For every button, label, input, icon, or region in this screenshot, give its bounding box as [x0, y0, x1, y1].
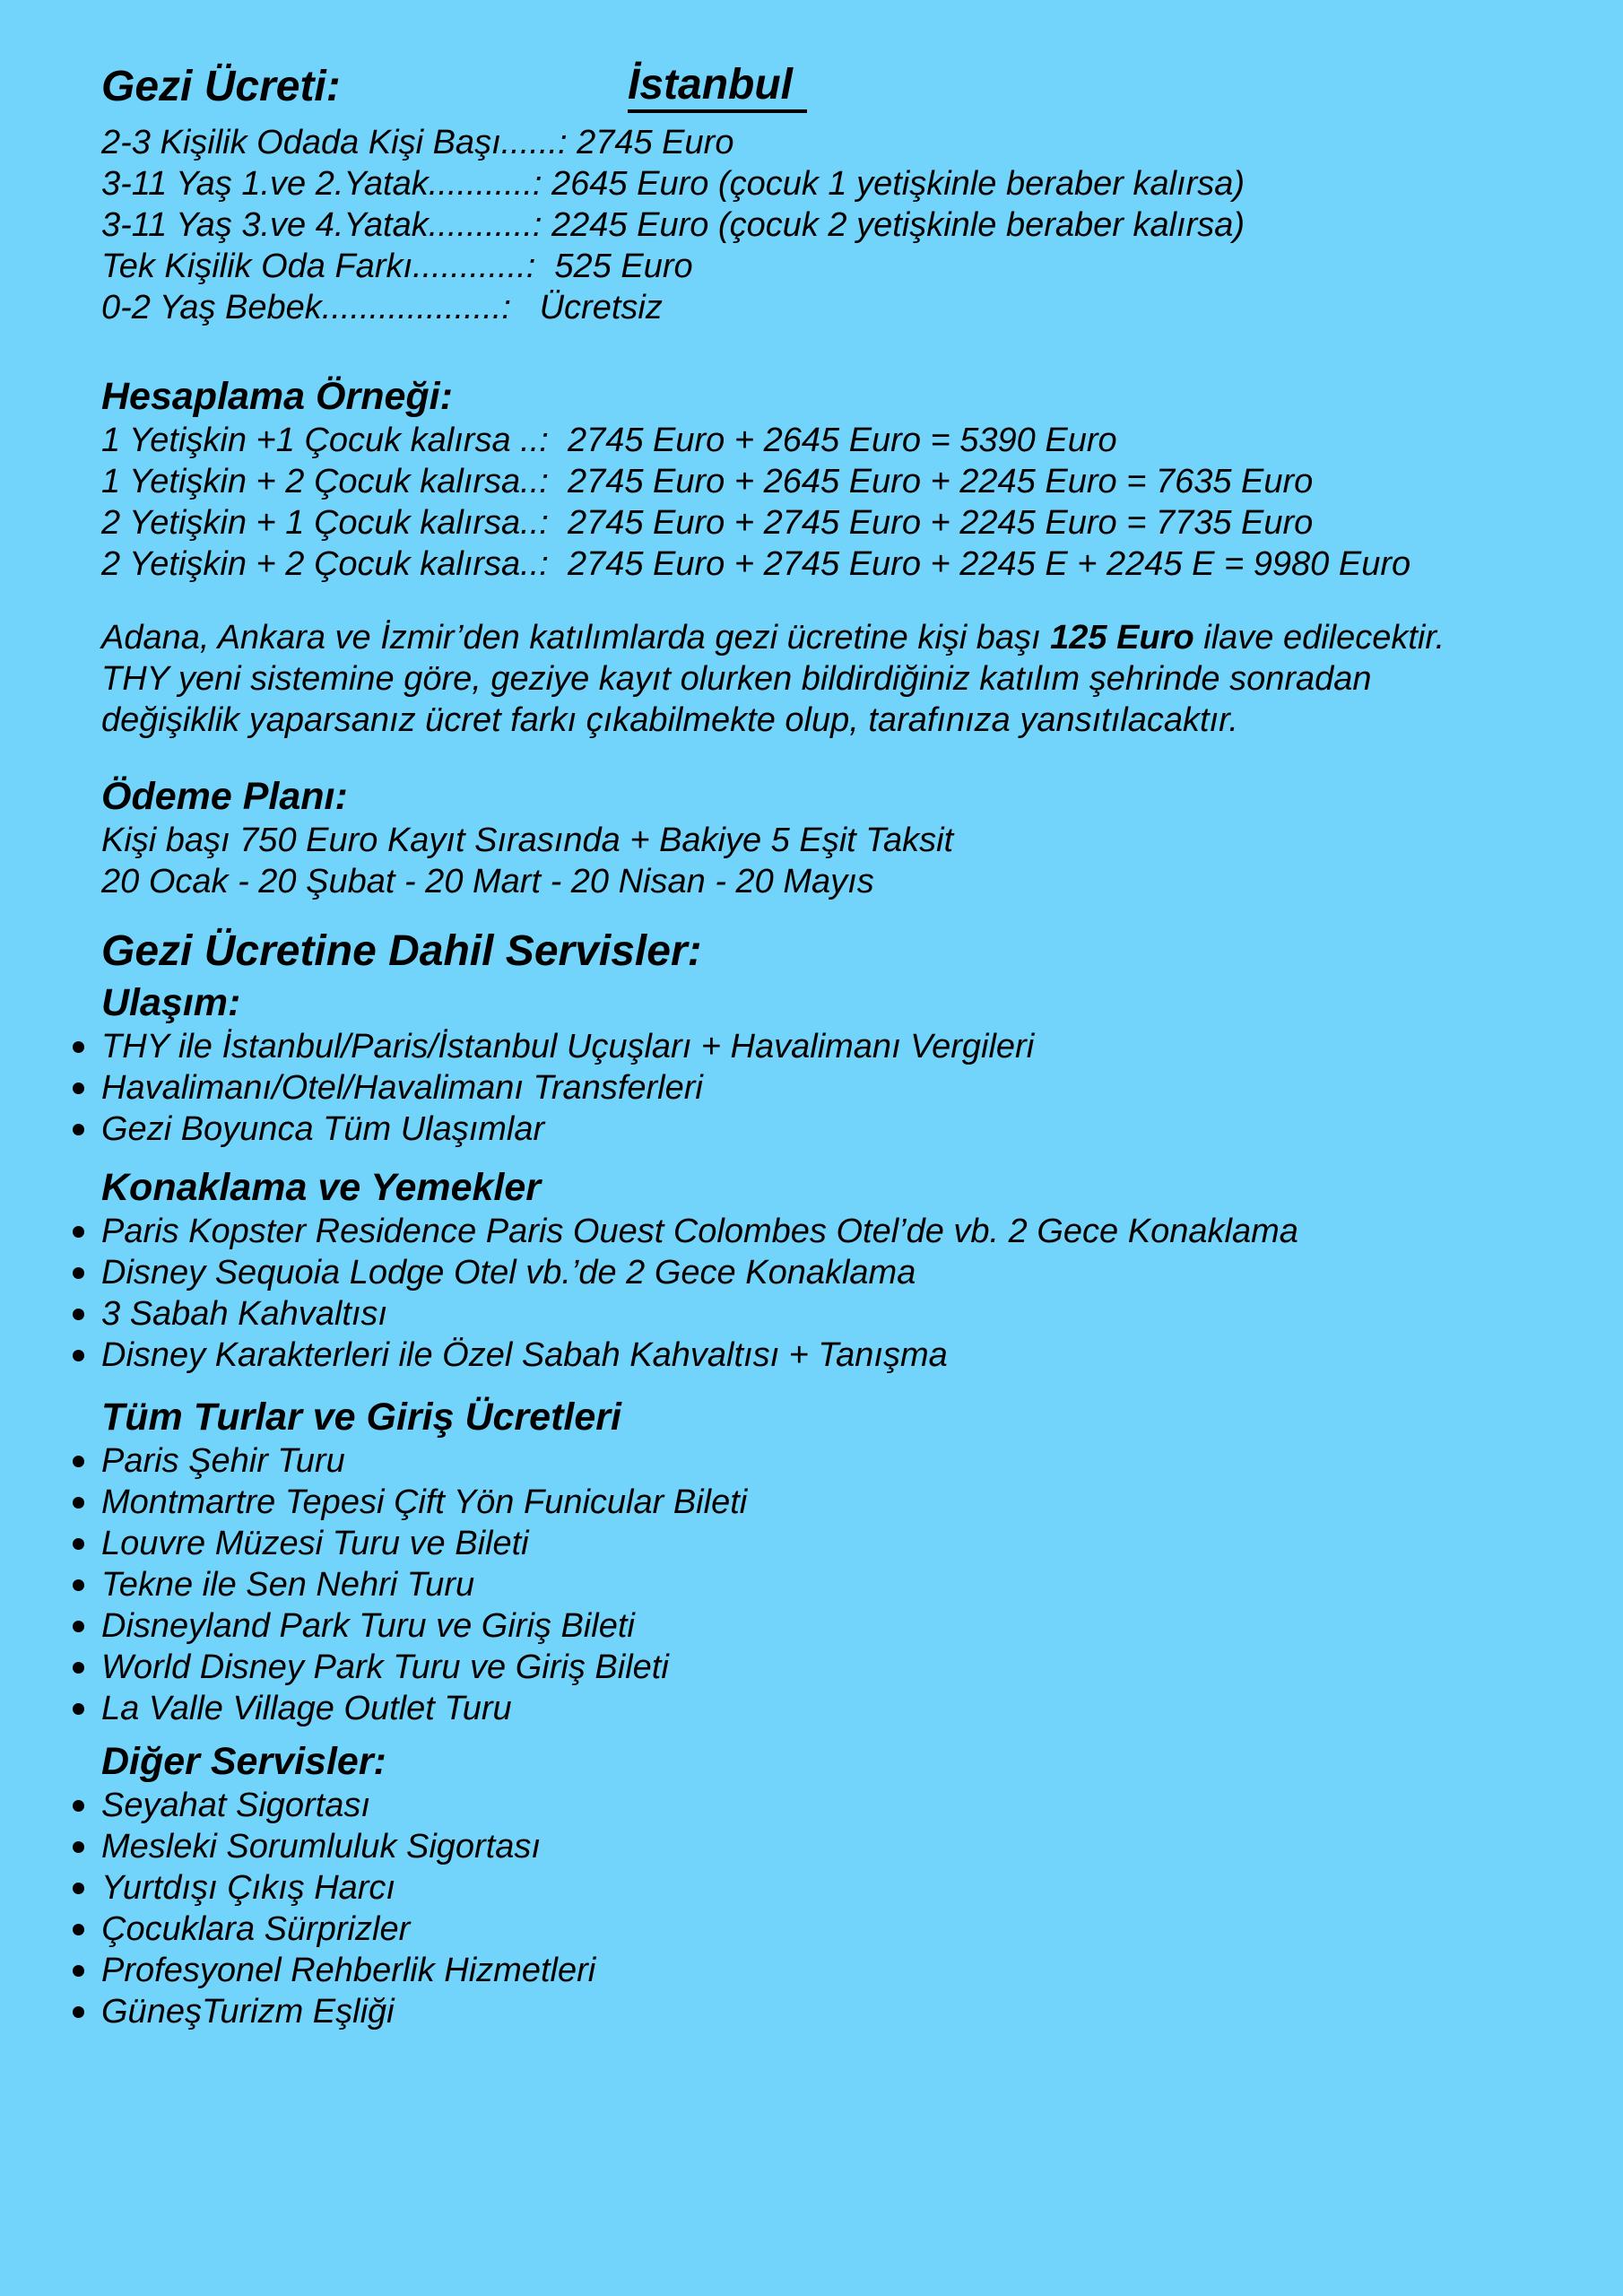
- service-group-other: [101, 1738, 1587, 2032]
- service-item: [101, 1564, 1587, 1605]
- service-item: [101, 1909, 1587, 1950]
- service-group-transport: [101, 979, 1587, 1150]
- note-text: ilave edilecektir.: [1193, 619, 1445, 657]
- service-item-label: Seyahat Sigortası: [101, 1787, 370, 1824]
- service-item-label: Disney Sequoia Lodge Otel vb.’de 2 Gece Konaklama: [101, 1254, 916, 1292]
- service-item-label: Havalimanı/Otel/Havalimanı Transferleri: [101, 1069, 703, 1107]
- service-item-label: Çocuklara Sürprizler: [101, 1910, 411, 1948]
- service-list: [101, 1785, 1587, 2032]
- price-row: [101, 204, 1587, 246]
- service-item-label: Montmartre Tepesi Çift Yön Funicular Bileti: [101, 1483, 748, 1521]
- service-list: [101, 1026, 1587, 1150]
- service-item-label: Disney Karakterleri ile Özel Sabah Kahvaltısı + Tanışma: [101, 1336, 948, 1374]
- service-item: [101, 1067, 1587, 1109]
- calculation-row-value: 2745 Euro + 2745 Euro + 2245 Euro = 7735 Euro: [548, 504, 1314, 542]
- service-list: [101, 1211, 1587, 1376]
- calculation-row: [101, 502, 1587, 544]
- pricing-title-row: [101, 61, 1587, 113]
- note-line-1: [101, 617, 1587, 658]
- bullet-icon: [73, 1041, 84, 1053]
- price-row-label: 2-3 Kişilik Odada Kişi Başı......:: [101, 124, 568, 161]
- service-item-label: Yurtdışı Çıkış Harcı: [101, 1869, 395, 1907]
- calculation-row-value: 2745 Euro + 2645 Euro = 5390 Euro: [548, 422, 1117, 459]
- price-row-value: 525 Euro: [535, 248, 693, 285]
- service-item-label: Gezi Boyunca Tüm Ulaşımlar: [101, 1110, 545, 1148]
- service-item-label: Louvre Müzesi Turu ve Bileti: [101, 1525, 529, 1562]
- bullet-icon: [73, 1226, 84, 1238]
- price-row: [101, 287, 1587, 328]
- service-group-heading: Tüm Turlar ve Giriş Ücretleri: [101, 1396, 621, 1439]
- price-row-value: Ücretsiz: [510, 289, 663, 326]
- calculation-row-label: 2 Yetişkin + 1 Çocuk kalırsa..:: [101, 504, 549, 542]
- service-item: [101, 1252, 1587, 1293]
- calculation-row: [101, 544, 1587, 585]
- included-services-section: [101, 926, 1587, 2032]
- bullet-icon: [73, 1883, 84, 1894]
- service-item: [101, 1647, 1587, 1688]
- service-item: [101, 1991, 1587, 2032]
- service-item-label: La Valle Village Outlet Turu: [101, 1690, 512, 1727]
- bullet-icon: [73, 2006, 84, 2018]
- service-item: [101, 1826, 1587, 1867]
- surcharge-note: [101, 617, 1587, 741]
- price-row-value: 2245 Euro (çocuk 2 yetişkinle beraber kalırsa): [542, 206, 1245, 244]
- service-item: [101, 1335, 1587, 1376]
- bullet-icon: [73, 1924, 84, 1935]
- price-row-label: 0-2 Yaş Bebek...................:: [101, 289, 511, 326]
- service-item: [101, 1440, 1587, 1482]
- payment-plan-heading: Ödeme Planı:: [101, 775, 348, 818]
- bullet-icon: [73, 1965, 84, 1977]
- service-item-label: GüneşTurizm Eşliği: [101, 1993, 395, 2031]
- pricing-section: [101, 61, 1587, 328]
- bullet-icon: [73, 1083, 84, 1094]
- bullet-icon: [73, 1841, 84, 1853]
- service-item-label: 3 Sabah Kahvaltısı: [101, 1295, 387, 1333]
- bullet-icon: [73, 1456, 84, 1467]
- service-item-label: Disneyland Park Turu ve Giriş Bileti: [101, 1607, 635, 1645]
- calculation-row-label: 1 Yetişkin +1 Çocuk kalırsa ..:: [101, 422, 549, 459]
- price-row-label: 3-11 Yaş 3.ve 4.Yatak...........:: [101, 206, 542, 244]
- payment-terms-line: Kişi başı 750 Euro Kayıt Sırasında + Bakiye 5 Eşit Taksit: [101, 822, 954, 859]
- service-item: [101, 1293, 1587, 1335]
- note-line-2: THY yeni sistemine göre, geziye kayıt olurken bildirdiğiniz katılım şehrinde sonradan: [101, 660, 1372, 698]
- bullet-icon: [73, 1662, 84, 1674]
- calculation-row-value: 2745 Euro + 2645 Euro + 2245 Euro = 7635 Euro: [548, 463, 1314, 500]
- bullet-icon: [73, 1538, 84, 1550]
- bullet-icon: [73, 1703, 84, 1715]
- bullet-icon: [73, 1267, 84, 1279]
- service-item: [101, 1211, 1587, 1252]
- bullet-icon: [73, 1309, 84, 1320]
- price-row: [101, 246, 1587, 287]
- service-item: [101, 1867, 1587, 1909]
- payment-dates-line: 20 Ocak - 20 Şubat - 20 Mart - 20 Nisan - 20 Mayıs: [101, 863, 874, 900]
- service-group-heading: Konaklama ve Yemekler: [101, 1166, 542, 1209]
- service-item-label: World Disney Park Turu ve Giriş Bileti: [101, 1648, 669, 1686]
- calculation-row-label: 1 Yetişkin + 2 Çocuk kalırsa..:: [101, 463, 549, 500]
- calculation-heading: Hesaplama Örneği:: [101, 375, 453, 418]
- service-item: [101, 1523, 1587, 1564]
- service-item: [101, 1026, 1587, 1067]
- bullet-icon: [73, 1497, 84, 1509]
- price-row-value: 2745 Euro: [567, 124, 734, 161]
- payment-plan-section: [101, 773, 1587, 902]
- calculation-row: [101, 461, 1587, 502]
- pricing-title: Gezi Ücreti:: [101, 63, 341, 110]
- service-item-label: Mesleki Sorumluluk Sigortası: [101, 1828, 541, 1866]
- service-item-label: THY ile İstanbul/Paris/İstanbul Uçuşları + Havalimanı Vergileri: [101, 1028, 1035, 1065]
- bullet-icon: [73, 1124, 84, 1135]
- service-item-label: Tekne ile Sen Nehri Turu: [101, 1566, 475, 1604]
- note-text: Adana, Ankara ve İzmir’den katılımlarda gezi ücretine kişi başı: [101, 619, 1051, 657]
- service-item: [101, 1950, 1587, 1991]
- service-item-label: Paris Kopster Residence Paris Ouest Colombes Otel’de vb. 2 Gece Konaklama: [101, 1213, 1298, 1250]
- included-services-title: Gezi Ücretine Dahil Servisler:: [101, 927, 702, 975]
- service-item-label: Profesyonel Rehberlik Hizmetleri: [101, 1952, 596, 1989]
- note-line-3: değişiklik yaparsanız ücret farkı çıkabilmekte olup, tarafınıza yansıtılacaktır.: [101, 701, 1238, 739]
- service-item: [101, 1109, 1587, 1150]
- price-row-label: 3-11 Yaş 1.ve 2.Yatak...........:: [101, 165, 542, 203]
- price-row-value: 2645 Euro (çocuk 1 yetişkinle beraber kalırsa): [542, 165, 1245, 203]
- service-group-heading: Ulaşım:: [101, 981, 241, 1024]
- service-group-accommodation: [101, 1164, 1587, 1376]
- bullet-icon: [73, 1800, 84, 1812]
- calculation-row-value: 2745 Euro + 2745 Euro + 2245 E + 2245 E = 9980 Euro: [548, 545, 1411, 583]
- service-group-tours: [101, 1394, 1587, 1729]
- service-item: [101, 1785, 1587, 1826]
- price-row-label: Tek Kişilik Oda Farkı............:: [101, 248, 536, 285]
- service-item-label: Paris Şehir Turu: [101, 1442, 345, 1480]
- service-item: [101, 1688, 1587, 1729]
- service-item: [101, 1482, 1587, 1523]
- service-list: [101, 1440, 1587, 1729]
- price-row: [101, 163, 1587, 204]
- calculation-section: [101, 373, 1587, 585]
- bullet-icon: [73, 1350, 84, 1361]
- departure-city-label: İstanbul: [628, 61, 807, 113]
- service-item: [101, 1605, 1587, 1647]
- calculation-row-label: 2 Yetişkin + 2 Çocuk kalırsa..:: [101, 545, 549, 583]
- surcharge-amount: 125 Euro: [1050, 619, 1194, 657]
- calculation-row: [101, 420, 1587, 461]
- price-row: [101, 122, 1587, 163]
- bullet-icon: [73, 1621, 84, 1632]
- bullet-icon: [73, 1579, 84, 1591]
- service-group-heading: Diğer Servisler:: [101, 1740, 386, 1783]
